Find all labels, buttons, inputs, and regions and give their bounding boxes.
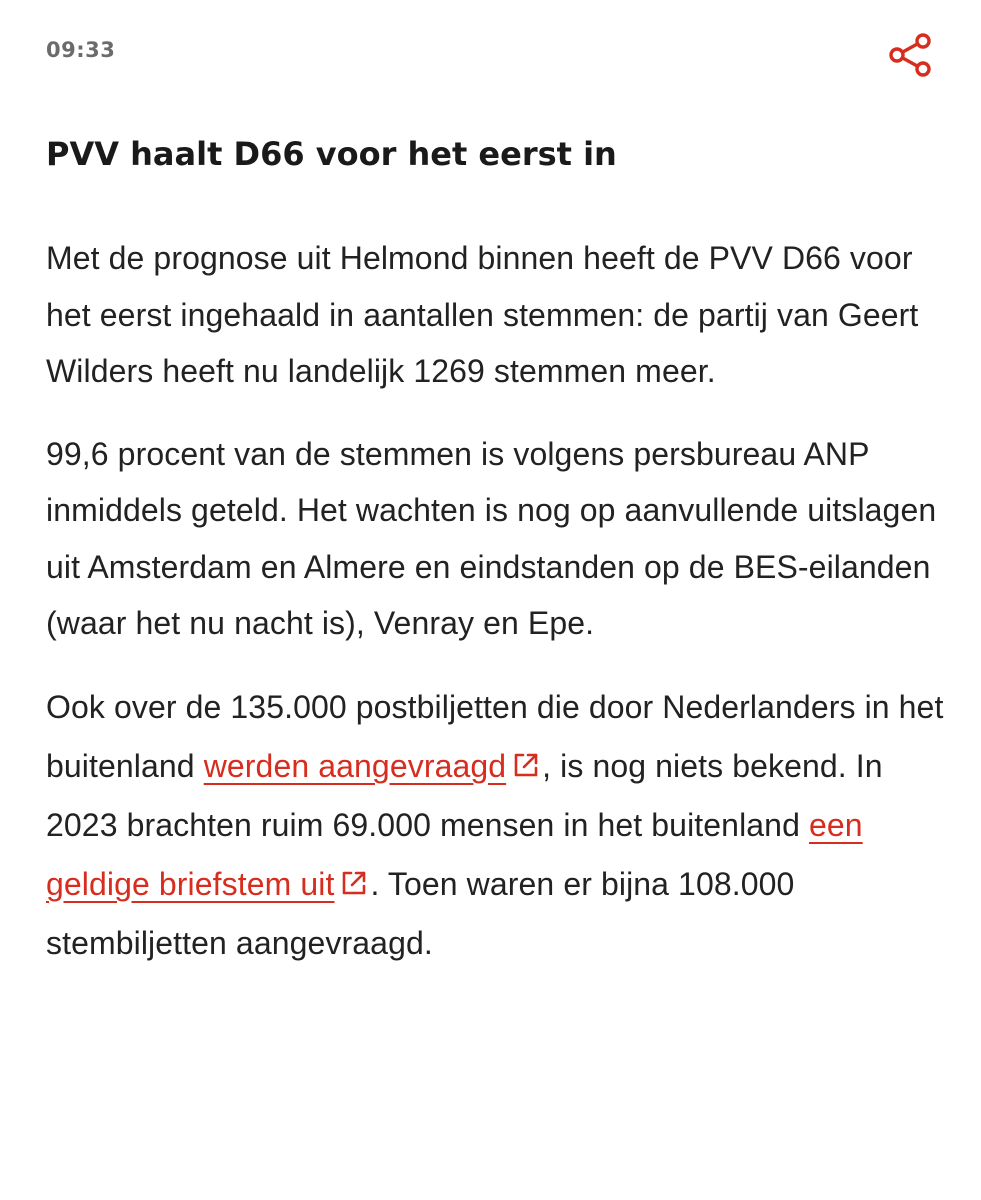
paragraph-3 — [46, 678, 946, 973]
external-link-icon[interactable] — [510, 749, 542, 781]
paragraph-1: Met de prognose uit Helmond binnen heeft de PVV D66 voor het eerst ingehaald in aantallen stemmen: de partij van Geert Wilders heeft nu landelijk 1269 stemmen meer. — [46, 240, 919, 389]
article-body — [46, 230, 946, 999]
article-title: PVV haalt D66 voor het eerst in — [46, 135, 617, 173]
link-een-geldige-briefstem-uit[interactable]: een geldige briefstem uit — [46, 806, 863, 902]
share-button[interactable] — [886, 30, 936, 80]
share-icon — [886, 30, 936, 80]
external-link-icon[interactable] — [338, 867, 370, 899]
article-header — [46, 36, 936, 84]
timestamp: 09:33 — [46, 38, 116, 62]
paragraph-3-text-3: . Toen waren er bijna 108.000 stembiljetten aangevraagd. — [46, 865, 795, 961]
paragraph-3-text-1: Ook over de 135.000 postbiljetten die door Nederlanders in het buitenland — [46, 688, 944, 784]
link-werden-aangevraagd[interactable]: werden aangevraagd — [203, 747, 507, 784]
paragraph-2: 99,6 procent van de stemmen is volgens persbureau ANP inmiddels geteld. Het wachten is nog op aanvullende uitslagen uit Amsterdam en Almere en eindstanden op de BES-eilanden (waar het nu nacht is), Venray en Epe. — [46, 435, 937, 641]
paragraph-3-text-2: , is nog niets bekend. In 2023 brachten ruim 69.000 mensen in het buitenland — [46, 747, 883, 843]
